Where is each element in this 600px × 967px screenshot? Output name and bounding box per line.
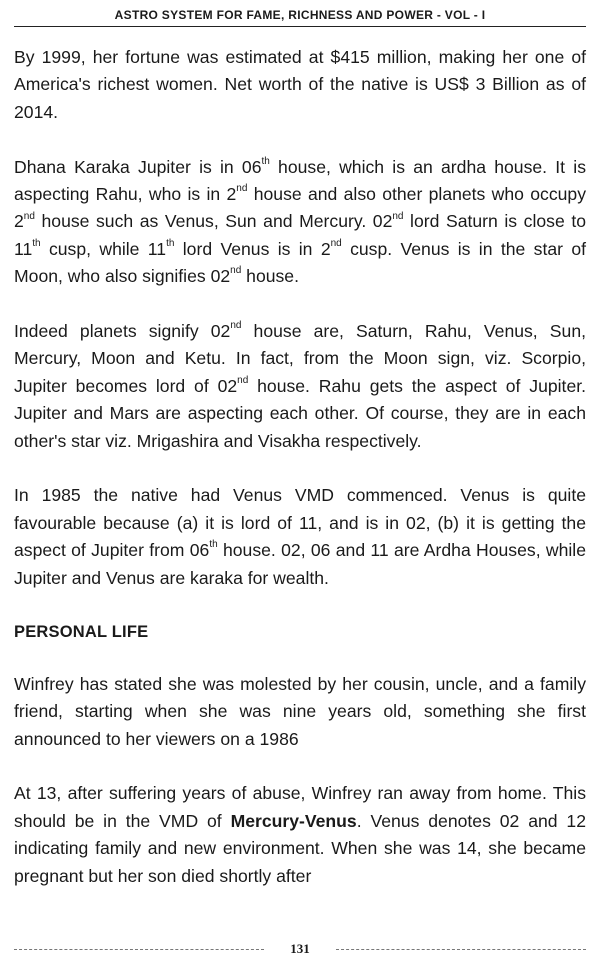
- text-span: house such as Venus, Sun and Mercury. 02: [34, 211, 393, 232]
- text-span: house. Rahu gets the aspect of Jupiter. Jupiter and Mars are aspecting each other. Of course, they are in each other's star viz. Mrigashira and Visakha respectively.: [14, 375, 587, 451]
- text-span: cusp, while 11: [40, 238, 167, 259]
- superscript: nd: [237, 374, 249, 386]
- section-heading-personal-life: PERSONAL LIFE: [14, 623, 149, 642]
- superscript: nd: [236, 183, 248, 195]
- footer-rule-right: [336, 949, 586, 950]
- superscript: nd: [330, 237, 342, 249]
- superscript: nd: [392, 210, 404, 222]
- text-span: lord Venus is in 2: [174, 238, 331, 259]
- paragraph-dhana-karaka: [14, 154, 586, 291]
- text-span: Indeed planets signify 02: [14, 321, 231, 342]
- text-span: At 13, after suffering years of abuse, Winfrey ran away from home. This should be in the VMD of: [14, 783, 586, 831]
- page-number: 131: [290, 941, 310, 956]
- superscript: th: [209, 539, 218, 551]
- running-header: ASTRO SYSTEM FOR FAME, RICHNESS AND POWER - VOL - I: [14, 6, 586, 27]
- paragraph-venus-vmd: [14, 482, 586, 592]
- text-span: house.: [241, 266, 299, 287]
- superscript: th: [32, 237, 41, 249]
- text-span: cusp. Venus is in the star of Moon, who also signifies 02: [14, 238, 586, 287]
- page-footer: [14, 940, 586, 960]
- paragraph-ran-away: [14, 780, 586, 890]
- superscript: th: [261, 155, 270, 167]
- text-span: . Venus denotes 02 and 12 indicating family and new environment. When she was 14, she became pregnant but her son died shortly after: [14, 810, 586, 886]
- bold-text: Mercury-Venus: [230, 810, 357, 831]
- superscript: nd: [230, 320, 242, 332]
- superscript: nd: [230, 265, 242, 277]
- text-span: lord Saturn is close to 11: [14, 211, 586, 259]
- paragraph-molested: Winfrey has stated she was molested by her cousin, uncle, and a family friend, starting when she was nine years old, something she first announced to her viewers on a 1986: [14, 673, 586, 749]
- text-span: house, which is an ardha house. It is aspecting Rahu, who is in 2: [14, 156, 586, 205]
- paragraph-planets-signify: [14, 318, 586, 455]
- superscript: th: [166, 237, 175, 249]
- text-span: house and also other planets who occupy 2: [14, 184, 586, 232]
- superscript: nd: [23, 210, 35, 222]
- text-span: In 1985 the native had Venus VMD commenced. Venus is quite favourable because (a) it is lord of 11, and is in 02, (b) it is getting the aspect of Jupiter from 06: [14, 485, 586, 561]
- paragraph-fortune: By 1999, her fortune was estimated at $415 million, making her one of America's richest women. Net worth of the native is US$ 3 Billion as of 2014.: [14, 47, 586, 122]
- body-text: [14, 44, 586, 918]
- text-span: house. 02, 06 and 11 are Ardha Houses, while Jupiter and Venus are karaka for wealth.: [14, 540, 586, 588]
- text-span: Dhana Karaka Jupiter is in 06: [14, 156, 262, 177]
- text-span: house are, Saturn, Rahu, Venus, Sun, Mercury, Moon and Ketu. In fact, from the Moon sign, viz. Scorpio, Jupiter becomes lord of 02: [14, 321, 586, 396]
